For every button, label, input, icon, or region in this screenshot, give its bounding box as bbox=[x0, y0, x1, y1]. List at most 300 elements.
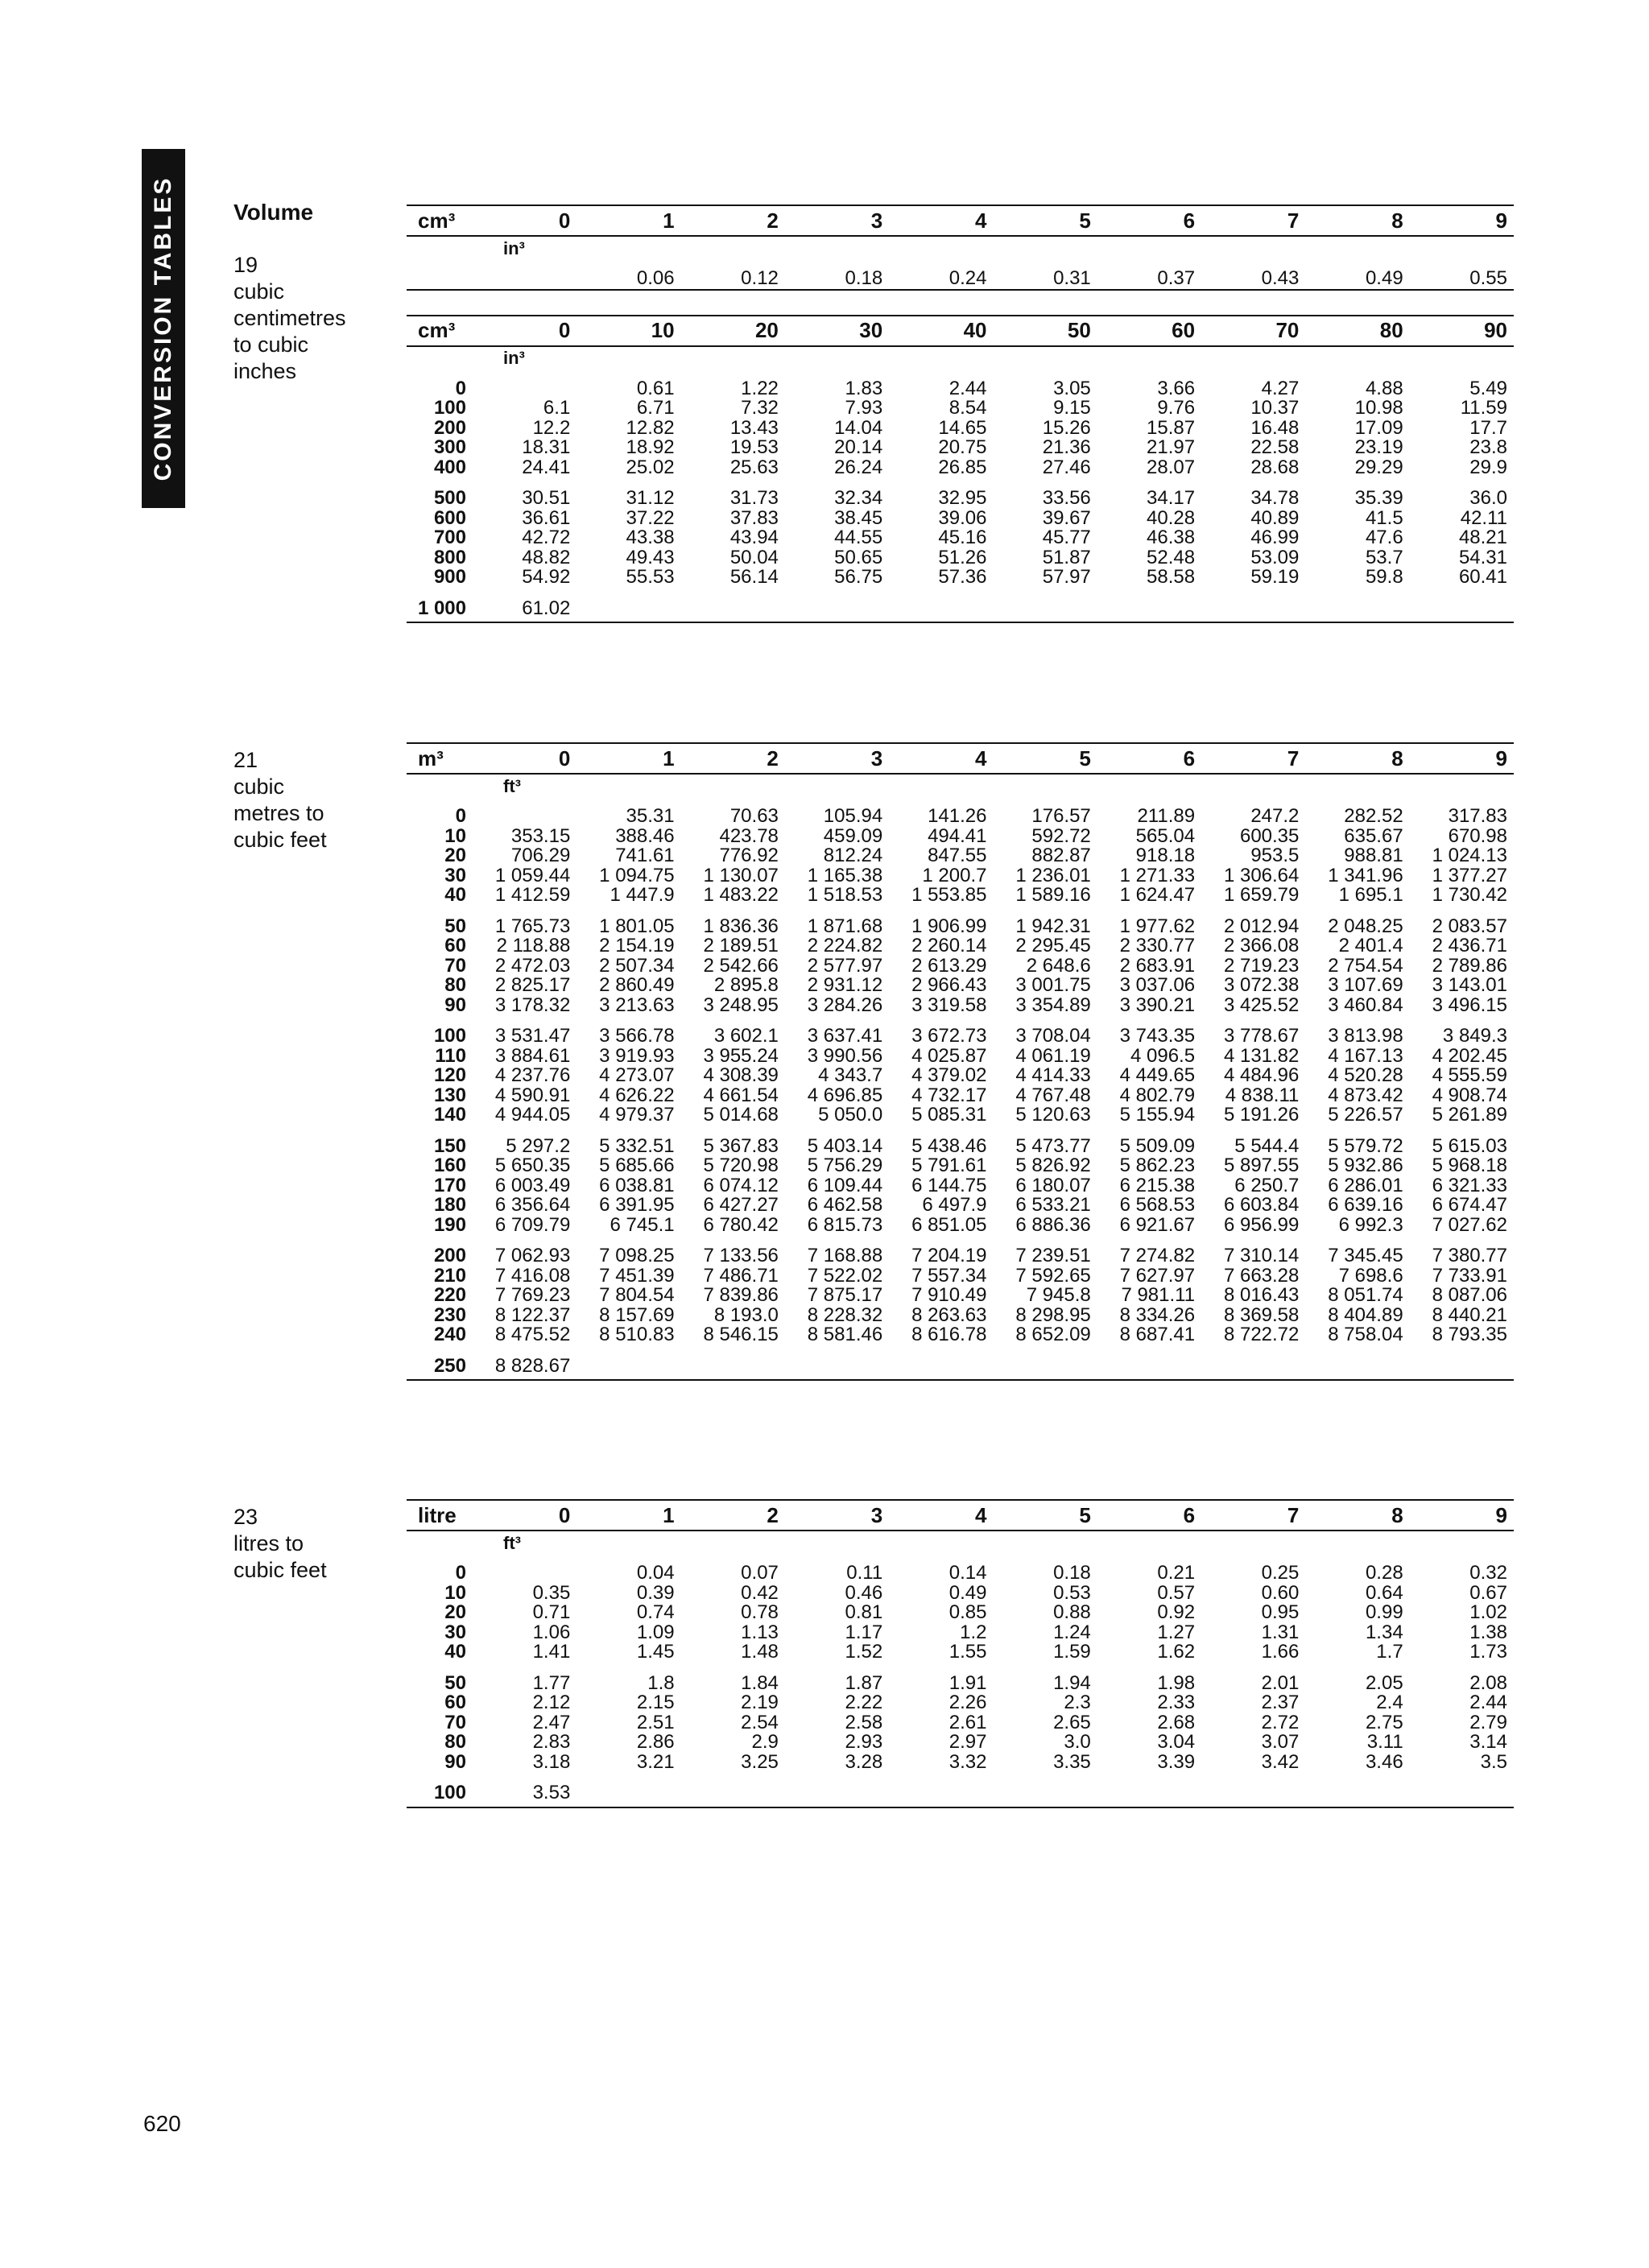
table-23-column-header: 9 bbox=[1410, 1500, 1514, 1531]
table-21-value-cell: 670.98 bbox=[1448, 824, 1507, 847]
table-19-part-2-value-cell: 36.61 bbox=[522, 506, 571, 529]
table-row bbox=[407, 1286, 1514, 1306]
table-21-value-cell: 5 650.35 bbox=[494, 1155, 571, 1176]
table-21-row-label: 240 bbox=[433, 1324, 466, 1345]
table-21-value-cell: 7 416.08 bbox=[494, 1264, 571, 1287]
conversion-table-m3-to-ft3 bbox=[407, 742, 1514, 1381]
table-23-value-cell: 3.0 bbox=[1064, 1731, 1091, 1753]
table-19-part-2-column-header: 40 bbox=[889, 316, 993, 346]
table-23-value-cell: 3.18 bbox=[532, 1750, 571, 1773]
table-21-value-cell: 4 944.05 bbox=[494, 1104, 571, 1126]
table-21-value-cell: 5 226.57 bbox=[1328, 1104, 1403, 1126]
table-21-value-cell: 1 377.27 bbox=[1432, 864, 1507, 886]
table-21-value-cell: 6 992.3 bbox=[1338, 1213, 1403, 1236]
table-21-value-cell: 6 003.49 bbox=[494, 1174, 571, 1196]
table-23-value-cell: 3.32 bbox=[948, 1750, 987, 1773]
table-23-column-header: 4 bbox=[889, 1500, 993, 1531]
table-21-value-cell: 3 884.61 bbox=[494, 1044, 571, 1067]
table-21-value-cell: 8 546.15 bbox=[703, 1324, 779, 1345]
table-19-part-1-value-cell: 0.31 bbox=[1053, 267, 1091, 289]
table-21-value-cell: 4 979.37 bbox=[599, 1104, 675, 1126]
table-21-value-cell: 8 440.21 bbox=[1432, 1303, 1507, 1326]
table-21-column-header: 3 bbox=[785, 743, 889, 774]
table-23-value-cell: 1.17 bbox=[845, 1621, 883, 1643]
table-23-value-cell: 1.62 bbox=[1157, 1641, 1196, 1663]
table-21-value-cell: 2 472.03 bbox=[494, 954, 571, 977]
table-21-row-label: 140 bbox=[433, 1104, 466, 1126]
table-21-value-cell: 1 059.44 bbox=[494, 864, 571, 886]
table-19-number: 19 bbox=[234, 253, 258, 277]
table-row bbox=[407, 371, 1514, 399]
table-19-part-2-value-cell: 51.26 bbox=[938, 546, 987, 568]
table-21-value-cell: 5 968.18 bbox=[1432, 1155, 1507, 1176]
table-19-part-2-value-cell: 51.87 bbox=[1042, 546, 1091, 568]
table-23-column-header: 5 bbox=[993, 1500, 1097, 1531]
table-19-part-1-column-header: 6 bbox=[1097, 205, 1201, 236]
table-19-part-1-value-cell: 0.55 bbox=[1469, 267, 1507, 289]
table-19-part-2-row-label: 100 bbox=[433, 397, 466, 419]
table-23-value-cell bbox=[1410, 1772, 1514, 1807]
table-19-part-1-to-unit: in³ bbox=[407, 236, 681, 261]
table-row bbox=[407, 866, 1514, 886]
table-21-value-cell bbox=[1201, 1345, 1305, 1381]
table-21-value-cell: 918.18 bbox=[1135, 845, 1196, 866]
table-21-value-cell: 1 730.42 bbox=[1432, 884, 1507, 906]
table-21-value-cell: 6 603.84 bbox=[1223, 1194, 1300, 1216]
table-21-value-cell: 2 754.54 bbox=[1328, 954, 1403, 977]
table-23-value-cell bbox=[785, 1772, 889, 1807]
table-23-value-cell: 3.11 bbox=[1366, 1731, 1403, 1753]
table-21-value-cell: 5 862.23 bbox=[1119, 1155, 1196, 1176]
table-21-value-cell: 141.26 bbox=[928, 805, 987, 827]
table-21-column-header: 5 bbox=[993, 743, 1097, 774]
table-21-value-cell: 6 427.27 bbox=[703, 1194, 779, 1216]
table-23-value-cell: 0.14 bbox=[948, 1562, 987, 1584]
table-23-value-cell: 0.53 bbox=[1053, 1581, 1091, 1604]
table-21-value-cell: 1 695.1 bbox=[1338, 884, 1403, 906]
table-23-column-header: 8 bbox=[1305, 1500, 1409, 1531]
table-23-value-cell: 1.87 bbox=[845, 1671, 883, 1694]
table-19-part-2-value-cell: 37.83 bbox=[729, 506, 779, 529]
table-21-value-cell: 6 568.53 bbox=[1119, 1194, 1196, 1216]
table-21-value-cell: 4 025.87 bbox=[911, 1044, 987, 1067]
table-21-row-label: 100 bbox=[433, 1025, 466, 1047]
table-19-part-2-value-cell: 43.94 bbox=[729, 527, 779, 548]
table-21-value-cell: 8 722.72 bbox=[1223, 1324, 1300, 1345]
table-21-row-label: 40 bbox=[444, 884, 466, 906]
table-row bbox=[407, 1015, 1514, 1047]
table-19-part-2-value-cell: 57.36 bbox=[938, 566, 987, 588]
table-21-value-cell: 6 709.79 bbox=[494, 1213, 571, 1236]
table-19-part-2-value-cell: 39.67 bbox=[1042, 506, 1091, 529]
table-21-value-cell: 4 449.65 bbox=[1119, 1064, 1196, 1086]
table-21-value-cell: 7 839.86 bbox=[703, 1284, 779, 1306]
table-21-value-cell: 8 616.78 bbox=[911, 1324, 987, 1345]
table-19-part-2-value-cell: 13.43 bbox=[729, 416, 779, 439]
table-21-header-row bbox=[407, 743, 1514, 774]
table-19-part-2-value-cell: 52.48 bbox=[1147, 546, 1196, 568]
table-23-description: litres to cubic feet bbox=[234, 1531, 327, 1582]
table-21-value-cell: 1 165.38 bbox=[807, 864, 883, 886]
table-21-value-cell: 5 615.03 bbox=[1432, 1134, 1507, 1157]
table-19-part-2-value-cell: 1.83 bbox=[845, 377, 883, 399]
table-23-value-cell: 1.45 bbox=[636, 1641, 675, 1663]
table-23-value-cell: 2.9 bbox=[751, 1731, 779, 1753]
table-19-part-2-value-cell: 21.97 bbox=[1147, 436, 1196, 458]
table-19-part-2-value-cell: 47.6 bbox=[1365, 527, 1403, 548]
table-19-part-2-value-cell: 32.95 bbox=[938, 487, 987, 509]
table-19-part-2-value-cell: 21.36 bbox=[1042, 436, 1091, 458]
table-21-value-cell: 2 825.17 bbox=[494, 974, 571, 996]
table-19-part-1-column-header: 3 bbox=[785, 205, 889, 236]
table-21-value-cell: 2 789.86 bbox=[1432, 954, 1507, 977]
table-23-value-cell: 0.11 bbox=[846, 1562, 883, 1584]
table-21-value-cell: 7 522.02 bbox=[807, 1264, 883, 1287]
table-19-part-2-column-header: 80 bbox=[1305, 316, 1409, 346]
table-row bbox=[407, 1325, 1514, 1345]
table-21-value-cell: 3 284.26 bbox=[807, 994, 883, 1016]
table-row bbox=[407, 261, 1514, 290]
table-23-value-cell: 2.26 bbox=[948, 1692, 987, 1713]
table-19-part-1-column-header: 2 bbox=[681, 205, 785, 236]
table-23-value-cell: 1.55 bbox=[948, 1641, 987, 1663]
table-21-value-cell: 2 436.71 bbox=[1432, 935, 1507, 956]
table-21-row-label: 50 bbox=[444, 915, 466, 937]
table-21-value-cell: 6 886.36 bbox=[1015, 1213, 1091, 1236]
table-21-value-cell: 3 037.06 bbox=[1119, 974, 1196, 996]
table-19-part-1-column-header: 7 bbox=[1201, 205, 1305, 236]
table-21-value-cell: 1 412.59 bbox=[494, 884, 571, 906]
table-21-value-cell: 6 038.81 bbox=[599, 1174, 675, 1196]
table-21-value-cell: 8 193.0 bbox=[713, 1303, 779, 1326]
table-21-value-cell: 2 189.51 bbox=[703, 935, 779, 956]
table-19-part-2-value-cell: 57.97 bbox=[1042, 566, 1091, 588]
table-21-value-cell bbox=[1410, 1345, 1514, 1381]
table-19-part-2-value-cell: 59.8 bbox=[1365, 566, 1403, 588]
table-21-value-cell: 5 932.86 bbox=[1328, 1155, 1403, 1176]
table-21-value-cell: 105.94 bbox=[823, 805, 883, 827]
table-21-to-unit: ft³ bbox=[407, 774, 681, 799]
table-21-value-cell: 8 334.26 bbox=[1119, 1303, 1196, 1326]
table-21-value-cell: 4 131.82 bbox=[1223, 1044, 1300, 1067]
table-19-part-2-row-label: 0 bbox=[455, 377, 466, 399]
table-21-value-cell: 4 202.45 bbox=[1432, 1044, 1507, 1067]
table-21-value-cell: 4 520.28 bbox=[1328, 1064, 1403, 1086]
table-21-value-cell: 2 577.97 bbox=[807, 954, 883, 977]
table-21-value-cell: 6 109.44 bbox=[807, 1174, 883, 1196]
table-19-part-2-value-cell: 39.06 bbox=[938, 506, 987, 529]
table-19-part-2-value-cell: 3.66 bbox=[1157, 377, 1196, 399]
table-21-value-cell: 2 260.14 bbox=[911, 935, 987, 956]
table-21-value-cell bbox=[577, 1345, 680, 1381]
table-21-value-cell: 5 403.14 bbox=[807, 1134, 883, 1157]
table-19-part-2-value-cell: 15.87 bbox=[1147, 416, 1196, 439]
table-23-value-cell: 3.07 bbox=[1261, 1731, 1300, 1753]
table-21-value-cell: 5 473.77 bbox=[1015, 1134, 1091, 1157]
table-23-value-cell: 2.51 bbox=[636, 1711, 675, 1733]
table-23-value-cell: 1.8 bbox=[647, 1671, 675, 1694]
table-21-value-cell: 8 404.89 bbox=[1328, 1303, 1403, 1326]
table-21-value-cell: 7 945.8 bbox=[1026, 1284, 1091, 1306]
table-21-value-cell: 7 627.97 bbox=[1119, 1264, 1196, 1287]
table-23-value-cell: 0.57 bbox=[1157, 1581, 1196, 1604]
table-19-part-2-value-cell: 29.29 bbox=[1354, 456, 1403, 478]
table-19-part-2-value-cell: 4.88 bbox=[1365, 377, 1403, 399]
table-19-part-2-value-cell: 23.19 bbox=[1354, 436, 1403, 458]
table-21-value-cell: 6 286.01 bbox=[1328, 1174, 1403, 1196]
table-row bbox=[407, 799, 1514, 827]
table-19-part-2-row-label: 900 bbox=[433, 566, 466, 588]
table-19-part-2-value-cell: 2.44 bbox=[948, 377, 987, 399]
table-23-value-cell: 1.98 bbox=[1157, 1671, 1196, 1694]
table-21-value-cell: 3 107.69 bbox=[1328, 974, 1403, 996]
table-23-value-cell: 2.68 bbox=[1157, 1711, 1196, 1733]
table-21-value-cell: 3 919.93 bbox=[599, 1044, 675, 1067]
table-23-value-cell: 0.60 bbox=[1261, 1581, 1300, 1604]
table-23-row-label: 70 bbox=[444, 1711, 466, 1733]
table-21-value-cell: 3 213.63 bbox=[599, 994, 675, 1016]
table-row bbox=[407, 1642, 1514, 1663]
table-21-value-cell: 5 261.89 bbox=[1432, 1104, 1507, 1126]
table-23-value-cell: 2.86 bbox=[636, 1731, 675, 1753]
table-21-value-cell: 3 354.89 bbox=[1015, 994, 1091, 1016]
table-21-value-cell: 7 345.45 bbox=[1328, 1245, 1403, 1266]
table-21-value-cell bbox=[889, 1345, 993, 1381]
table-19-part-1-column-header: 5 bbox=[993, 205, 1097, 236]
table-row bbox=[407, 548, 1514, 568]
table-19-part-2-value-cell bbox=[473, 371, 577, 399]
table-21-value-cell: 7 557.34 bbox=[911, 1264, 987, 1287]
table-21-value-cell: 882.87 bbox=[1031, 845, 1091, 866]
table-19-part-2-value-cell: 56.75 bbox=[834, 566, 883, 588]
table-23-value-cell bbox=[993, 1772, 1097, 1807]
table-21-value-cell: 8 793.35 bbox=[1432, 1324, 1507, 1345]
table-19-part-2-value-cell: 9.76 bbox=[1157, 397, 1196, 419]
table-21-value-cell: 4 661.54 bbox=[703, 1084, 779, 1106]
table-19-part-2-value-cell: 41.5 bbox=[1365, 506, 1403, 529]
table-23-value-cell: 2.01 bbox=[1261, 1671, 1300, 1694]
table-21-value-cell: 6 321.33 bbox=[1432, 1174, 1507, 1196]
table-19-part-2-value-cell: 12.82 bbox=[626, 416, 675, 439]
table-21-value-cell: 7 733.91 bbox=[1432, 1264, 1507, 1287]
table-row bbox=[407, 996, 1514, 1016]
table-23-value-cell: 1.31 bbox=[1261, 1621, 1300, 1643]
table-23-column-header: 3 bbox=[785, 1500, 889, 1531]
table-23-value-cell: 2.08 bbox=[1469, 1671, 1507, 1694]
table-21-value-cell: 8 758.04 bbox=[1328, 1324, 1403, 1345]
table-19-part-2-value-cell: 25.63 bbox=[729, 456, 779, 478]
table-21-from-unit: m³ bbox=[407, 743, 473, 774]
table-21-value-cell: 7 133.56 bbox=[703, 1245, 779, 1266]
table-21-value-cell: 5 438.46 bbox=[911, 1134, 987, 1157]
table-23-value-cell: 2.33 bbox=[1157, 1692, 1196, 1713]
table-21-value-cell bbox=[785, 1345, 889, 1381]
table-21-value-cell: 3 531.47 bbox=[494, 1025, 571, 1047]
table-19-part-2-value-cell: 28.68 bbox=[1250, 456, 1300, 478]
table-row bbox=[407, 956, 1514, 977]
table-19-part-2-value-cell: 43.38 bbox=[626, 527, 675, 548]
table-21-value-cell: 5 826.92 bbox=[1015, 1155, 1091, 1176]
table-21-value-cell: 7 663.28 bbox=[1223, 1264, 1300, 1287]
table-19-part-1-column-header: 0 bbox=[473, 205, 577, 236]
table-19-part-2-row-label: 800 bbox=[433, 546, 466, 568]
table-21-value-cell: 4 167.13 bbox=[1328, 1044, 1403, 1067]
table-21-value-cell: 3 072.38 bbox=[1223, 974, 1300, 996]
table-19-part-2-value-cell: 45.16 bbox=[938, 527, 987, 548]
table-21-value-cell: 6 851.05 bbox=[911, 1213, 987, 1236]
table-23-column-header: 2 bbox=[681, 1500, 785, 1531]
table-19-part-2-value-cell: 5.49 bbox=[1469, 377, 1507, 399]
table-19-part-2-value-cell: 22.58 bbox=[1250, 436, 1300, 458]
table-21-value-cell: 2 542.66 bbox=[703, 954, 779, 977]
table-row bbox=[407, 1086, 1514, 1106]
table-23-value-cell bbox=[1097, 1772, 1201, 1807]
table-19-part-2-value-cell: 11.59 bbox=[1460, 397, 1507, 419]
table-23-value-cell: 3.25 bbox=[741, 1750, 779, 1773]
table-21-value-cell: 6 462.58 bbox=[807, 1194, 883, 1216]
table-23-row-label: 60 bbox=[444, 1692, 466, 1713]
table-21-value-cell: 7 769.23 bbox=[494, 1284, 571, 1306]
table-21-value-cell: 2 683.91 bbox=[1119, 954, 1196, 977]
table-23-value-cell: 0.49 bbox=[948, 1581, 987, 1604]
table-21-value-cell: 6 180.07 bbox=[1015, 1174, 1091, 1196]
table-23-value-cell: 2.47 bbox=[532, 1711, 571, 1733]
table-19-part-2-value-cell bbox=[993, 588, 1097, 623]
table-19-part-2-column-header: 0 bbox=[473, 316, 577, 346]
table-row bbox=[407, 438, 1514, 458]
table-row bbox=[407, 1623, 1514, 1643]
table-23-value-cell: 2.65 bbox=[1053, 1711, 1091, 1733]
table-23-number: 23 bbox=[234, 1505, 258, 1529]
table-21-value-cell: 7 592.65 bbox=[1015, 1264, 1091, 1287]
table-21-value-cell: 353.15 bbox=[510, 824, 571, 847]
table-23-column-header: 6 bbox=[1097, 1500, 1201, 1531]
table-21-value-cell: 2 966.43 bbox=[911, 974, 987, 996]
table-21-value-cell: 635.67 bbox=[1344, 824, 1403, 847]
table-19-part-2-value-cell: 29.9 bbox=[1469, 456, 1507, 478]
table-21-value-cell: 4 414.33 bbox=[1015, 1064, 1091, 1086]
table-21-row-label: 20 bbox=[444, 845, 466, 866]
table-21-value-cell: 3 248.95 bbox=[703, 994, 779, 1016]
table-23-value-cell: 1.34 bbox=[1365, 1621, 1403, 1643]
table-21-value-cell: 3 143.01 bbox=[1432, 974, 1507, 996]
table-21-value-cell: 6 956.99 bbox=[1223, 1213, 1300, 1236]
table-21-value-cell: 8 157.69 bbox=[599, 1303, 675, 1326]
table-21-value-cell: 1 871.68 bbox=[807, 915, 883, 937]
table-23-value-cell: 0.92 bbox=[1157, 1601, 1196, 1623]
table-21-value-cell: 6 921.67 bbox=[1119, 1213, 1196, 1236]
table-21-row-label: 10 bbox=[444, 824, 466, 847]
table-21-row-label: 0 bbox=[455, 805, 466, 827]
table-23-value-cell: 3.42 bbox=[1261, 1750, 1300, 1773]
table-19-part-2-value-cell: 7.93 bbox=[845, 397, 883, 419]
table-23-value-cell: 2.19 bbox=[741, 1692, 779, 1713]
table-21-value-cell: 3 602.1 bbox=[713, 1025, 779, 1047]
table-21-value-cell: 7 875.17 bbox=[807, 1284, 883, 1306]
table-21-value-cell: 6 533.21 bbox=[1015, 1194, 1091, 1216]
table-21-value-cell: 459.09 bbox=[823, 824, 883, 847]
table-21-value-cell: 4 096.5 bbox=[1130, 1044, 1196, 1067]
table-21-value-cell: 776.92 bbox=[719, 845, 779, 866]
table-row bbox=[407, 419, 1514, 439]
table-19-part-2-column-header: 60 bbox=[1097, 316, 1201, 346]
table-23-row-label: 100 bbox=[407, 1772, 473, 1807]
table-19-part-1-column-header: 1 bbox=[577, 205, 680, 236]
table-21-value-cell: 5 720.98 bbox=[703, 1155, 779, 1176]
table-21-value-cell: 2 330.77 bbox=[1119, 935, 1196, 956]
table-19-part-2-from-unit: cm³ bbox=[407, 316, 473, 346]
table-21-value-cell: 3 990.56 bbox=[807, 1044, 883, 1067]
table-23-value-cell: 1.09 bbox=[636, 1621, 675, 1643]
table-21-value-cell: 176.57 bbox=[1031, 805, 1091, 827]
table-row bbox=[407, 1733, 1514, 1753]
table-21-value-cell: 565.04 bbox=[1135, 824, 1196, 847]
table-19-part-2-value-cell: 18.31 bbox=[522, 436, 571, 458]
table-row bbox=[407, 846, 1514, 866]
table-23-value-cell: 2.05 bbox=[1365, 1671, 1403, 1694]
table-23-value-cell bbox=[1201, 1772, 1305, 1807]
table-23-value-cell: 2.97 bbox=[948, 1731, 987, 1753]
table-21-value-cell: 3 390.21 bbox=[1119, 994, 1196, 1016]
table-21-value-cell: 7 274.82 bbox=[1119, 1245, 1196, 1266]
table-19-part-2-value-cell: 26.24 bbox=[834, 456, 883, 478]
table-19-part-2-value-cell: 7.32 bbox=[741, 397, 779, 419]
table-row bbox=[407, 1772, 1514, 1807]
table-21-value-cell: 3 566.78 bbox=[599, 1025, 675, 1047]
table-21-value-cell: 7 062.93 bbox=[494, 1245, 571, 1266]
table-21-value-cell: 1 447.9 bbox=[610, 884, 675, 906]
table-21-value-cell: 2 401.4 bbox=[1338, 935, 1403, 956]
table-19-part-2-row-label: 700 bbox=[433, 527, 466, 548]
table-21-value-cell: 5 050.0 bbox=[818, 1104, 883, 1126]
table-19-part-2-value-cell: 23.8 bbox=[1469, 436, 1507, 458]
table-19-part-1-column-header: 4 bbox=[889, 205, 993, 236]
table-21-value-cell: 8 263.63 bbox=[911, 1303, 987, 1326]
table-21-value-cell: 2 648.6 bbox=[1026, 954, 1091, 977]
table-21-column-header: 8 bbox=[1305, 743, 1409, 774]
table-21-value-cell: 8 369.58 bbox=[1223, 1303, 1300, 1326]
table-19-part-1-value-cell: 0.18 bbox=[845, 267, 883, 289]
table-21-value-cell: 6 391.95 bbox=[599, 1194, 675, 1216]
table-23-column-header: 7 bbox=[1201, 1500, 1305, 1531]
table-row bbox=[407, 1713, 1514, 1733]
table-19-part-1-value-cell: 0.24 bbox=[948, 267, 987, 289]
table-19-part-1-value-cell: 0.37 bbox=[1157, 267, 1196, 289]
table-23-value-cell: 2.72 bbox=[1261, 1711, 1300, 1733]
table-19-part-2-value-cell: 53.7 bbox=[1365, 546, 1403, 568]
table-23-value-cell: 2.37 bbox=[1261, 1692, 1300, 1713]
table-21-value-cell: 4 696.85 bbox=[807, 1084, 883, 1106]
table-row bbox=[407, 528, 1514, 548]
table-19-part-2-row-label: 300 bbox=[433, 436, 466, 458]
table-21-value-cell: 2 154.19 bbox=[599, 935, 675, 956]
table-19-part-2-value-cell: 58.58 bbox=[1147, 566, 1196, 588]
table-21-value-cell: 1 906.99 bbox=[911, 915, 987, 937]
table-21-value-cell: 6 815.73 bbox=[807, 1213, 883, 1236]
table-21-value-cell: 3 425.52 bbox=[1223, 994, 1300, 1016]
table-19-part-2-value-cell: 30.51 bbox=[522, 487, 571, 509]
table-divider bbox=[407, 290, 1514, 316]
conversion-table-cm3-to-in3 bbox=[407, 204, 1514, 623]
table-23-value-cell: 2.12 bbox=[532, 1692, 571, 1713]
table-19-part-2-value-cell: 56.14 bbox=[729, 566, 779, 588]
table-21-value-cell: 4 308.39 bbox=[703, 1064, 779, 1086]
table-21-value-cell: 5 685.66 bbox=[599, 1155, 675, 1176]
table-23-value-cell: 0.07 bbox=[741, 1562, 779, 1584]
table-23-row-label: 40 bbox=[444, 1641, 466, 1663]
table-21-value-cell: 2 613.29 bbox=[911, 954, 987, 977]
table-21-value-cell: 812.24 bbox=[823, 845, 883, 866]
